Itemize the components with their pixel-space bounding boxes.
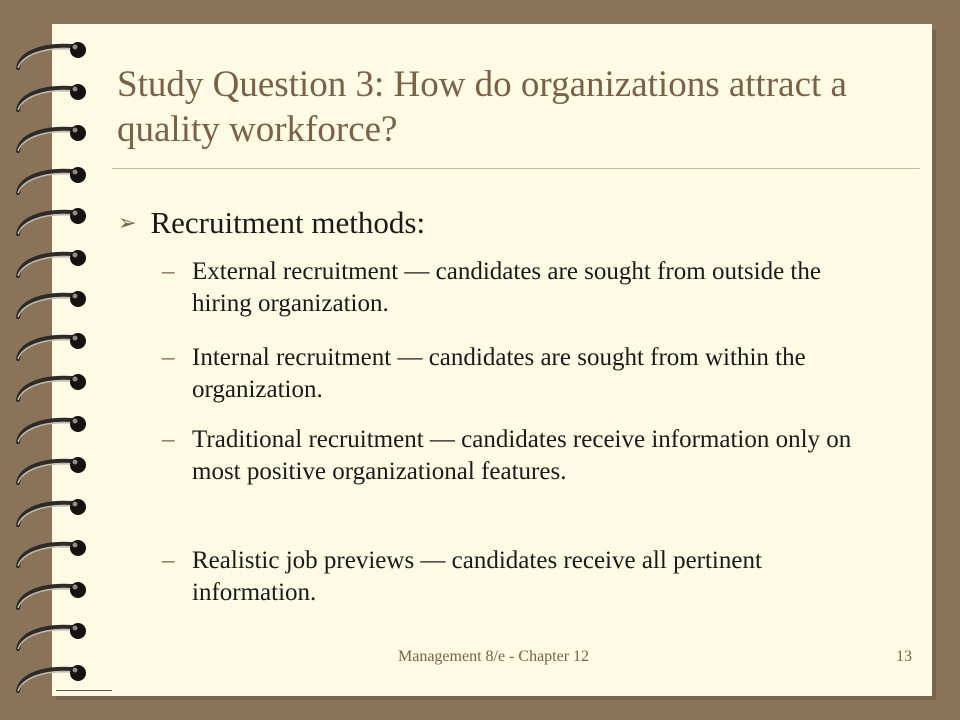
dash-marker: – (162, 426, 175, 453)
bottom-divider (56, 690, 112, 691)
binding-ring-icon (0, 368, 110, 408)
binding-ring-icon (0, 285, 110, 325)
dash-marker: – (162, 258, 175, 285)
main-bullet (118, 205, 425, 245)
sub-item-text: Realistic job previews — candidates receive all pertinent information. (192, 547, 762, 606)
binding-ring-icon (0, 617, 110, 657)
sub-item-text: Internal recruitment — candidates are sought from within the organization. (192, 344, 806, 403)
sub-item-realistic (162, 545, 882, 608)
binding-ring-icon (0, 534, 110, 574)
arrow-bullet-icon: ➢ (118, 211, 137, 236)
binding-ring-icon (0, 78, 110, 118)
page-number: 13 (896, 648, 912, 665)
footer-label: Management 8/e - Chapter 12 (398, 648, 590, 665)
sub-item-external (162, 256, 882, 319)
binding-ring-icon (0, 451, 110, 491)
sub-item-traditional (162, 424, 882, 487)
binding-ring-icon (0, 244, 110, 284)
main-bullet-text: Recruitment methods: (150, 205, 426, 240)
title-divider (112, 168, 920, 169)
binding-ring-icon (0, 327, 110, 367)
binding-ring-icon (0, 576, 110, 616)
binding-ring-icon (0, 410, 110, 450)
binding-ring-icon (0, 493, 110, 533)
sub-item-internal (162, 342, 882, 405)
dash-marker: – (162, 547, 175, 574)
sub-item-text: External recruitment — candidates are sought from outside the hiring organization. (192, 258, 821, 317)
binding-ring-icon (0, 36, 110, 76)
slide-title: Study Question 3: How do organizations attract a quality workforce? (117, 64, 847, 150)
sub-item-text: Traditional recruitment — candidates receive information only on most positive organizational features. (192, 426, 852, 485)
binding-ring-icon (0, 659, 110, 699)
binding-ring-icon (0, 119, 110, 159)
dash-marker: – (162, 344, 175, 371)
binding-ring-icon (0, 161, 110, 201)
binding-ring-icon (0, 202, 110, 242)
